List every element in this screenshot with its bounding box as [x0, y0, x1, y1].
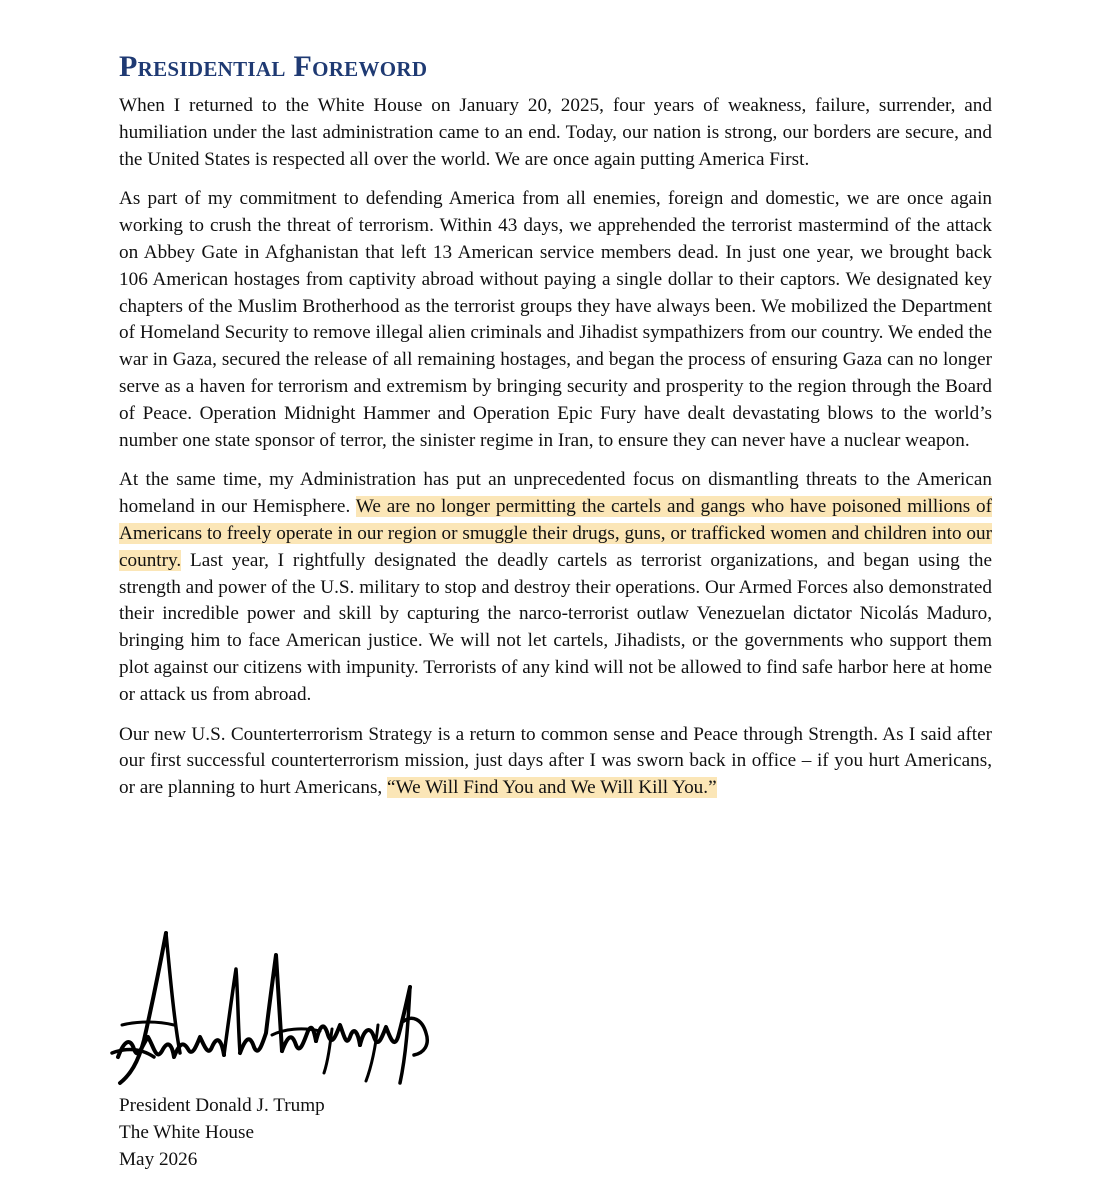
paragraph-3-text-end: Last year, I rightfully designated the deadly cartels as terrorist organizations, and began using the strength and power of the U.S. military to stop and destroy their operations. Our Armed Forces also demonstrated their incredible power and skill by capturing the narco-terrorist outlaw Venezuelan dictator Nicolás Maduro, bringing him to face American justice. We will not let cartels, Jihadists, or the governments who support them plot against our citizens with impunity. Terrorists of any kind will not be allowed to find safe harbor here at home or attack us from abroad.: [119, 549, 992, 705]
foreword-body: [119, 93, 992, 815]
handwritten-signature: [108, 925, 438, 1090]
paragraph-1: When I returned to the White House on January 20, 2025, four years of weakness, failure, surrender, and humiliation under the last administration came to an end. Today, our nation is strong, our borders are secure, and the United States is respected all over the world. We are once again putting America First.: [119, 95, 992, 170]
highlighted-passage-cartels: We are no longer permitting the cartels and gangs who have poisoned millions of Americans to freely operate in our region or smuggle their drugs, guns, or trafficked women and children into our country.: [119, 496, 992, 571]
page-title: Presidential Foreword: [119, 50, 428, 83]
paragraph-4: [119, 722, 992, 802]
paragraph-4-text: Our new U.S. Counterterrorism Strategy is a return to common sense and Peace through Strength. As I said after our first successful counterterrorism mission, just days after I was sworn back in office – if you hurt Americans, or are planning to hurt Americans,: [119, 723, 992, 799]
signer-location: The White House: [119, 1122, 254, 1143]
signature-date: May 2026: [119, 1149, 198, 1170]
signer-name: President Donald J. Trump: [119, 1095, 325, 1116]
highlighted-quote: “We Will Find You and We Will Kill You.”: [387, 777, 717, 799]
signature-block: [119, 1092, 325, 1173]
paragraph-3-text-start: At the same time, my Administration has put an unprecedented focus on dismantling threats to the American homeland in our Hemisphere.: [119, 469, 992, 518]
paragraph-3: [119, 467, 992, 708]
paragraph-2: As part of my commitment to defending America from all enemies, foreign and domestic, we are once again working to crush the threat of terrorism. Within 43 days, we apprehended the terrorist mastermind of the attack on Abbey Gate in Afghanistan that left 13 American service members dead. In just one year, we brought back 106 American hostages from captivity abroad without paying a single dollar to their captors. We designated key chapters of the Muslim Brotherhood as the terrorist groups they have always been. We mobilized the Department of Homeland Security to remove illegal alien criminals and Jihadist sympathizers from our country. We ended the war in Gaza, secured the release of all remaining hostages, and began the process of ensuring Gaza can no longer serve as a haven for terrorism and extremism by bringing security and prosperity to the region through the Board of Peace. Operation Midnight Hammer and Operation Epic Fury have dealt devastating blows to the world’s number one state sponsor of terror, the sinister regime in Iran, to ensure they can never have a nuclear weapon.: [119, 188, 992, 451]
